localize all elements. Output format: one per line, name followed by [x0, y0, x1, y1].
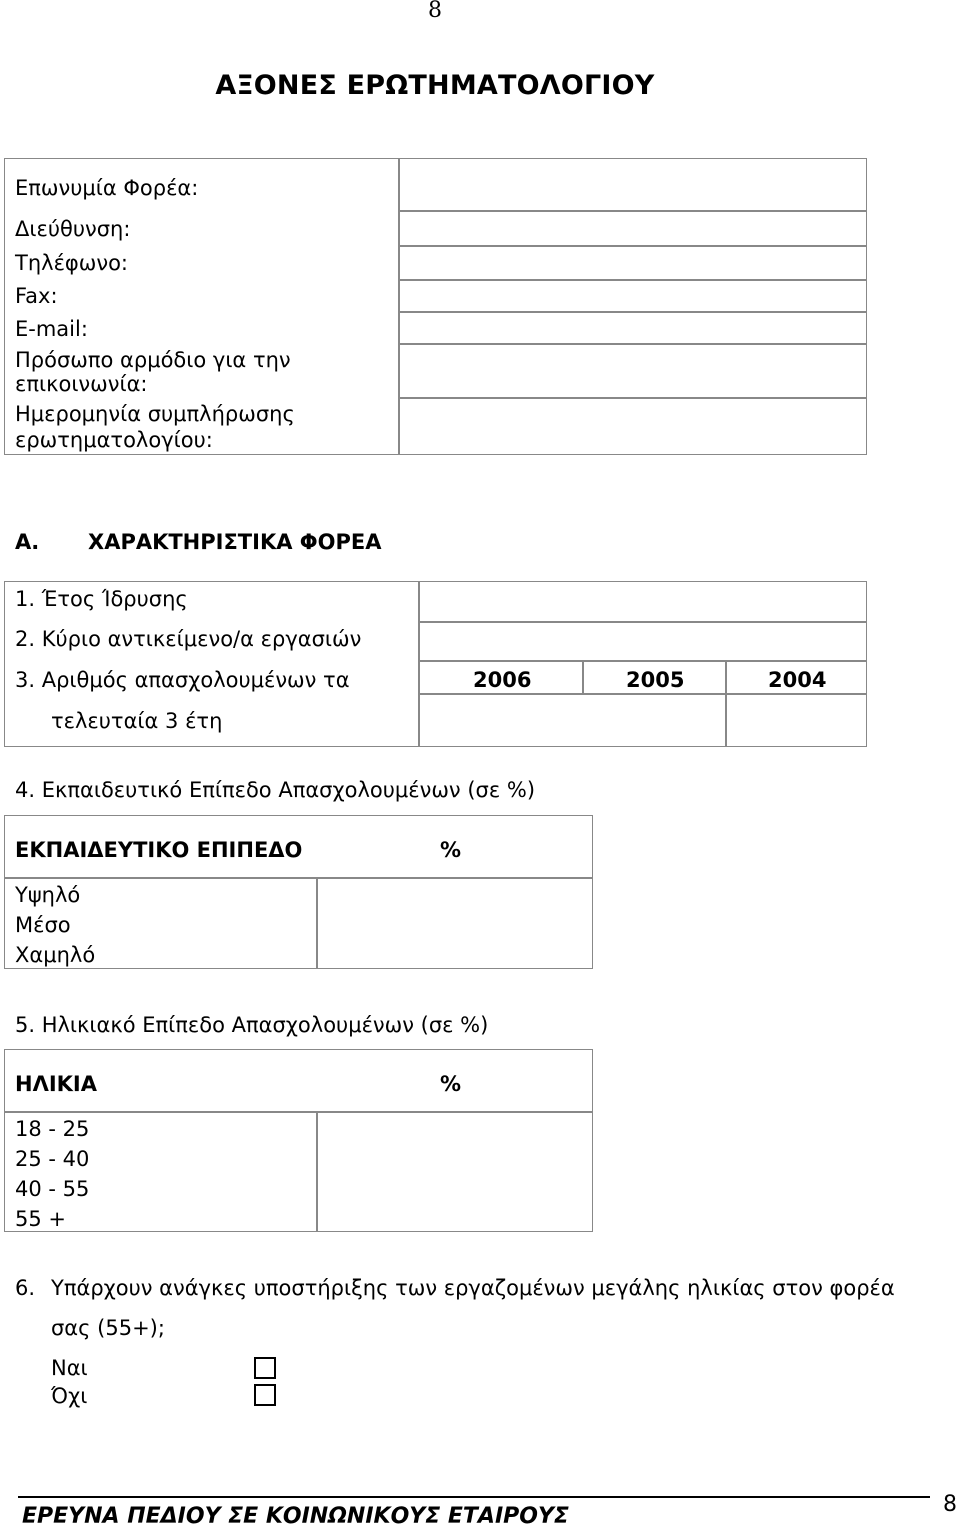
- address-label: Διεύθυνση:: [15, 217, 131, 241]
- email-label: E-mail:: [15, 317, 88, 341]
- date-label-line1: Ημερομηνία συμπλήρωσης: [15, 402, 295, 426]
- q3-label-line1: 3. Αριθμός απασχολουμένων τα: [15, 668, 350, 692]
- date-label-line2: ερωτηματολογίου:: [15, 428, 213, 452]
- contact-field[interactable]: [400, 345, 866, 397]
- date-field[interactable]: [400, 399, 866, 453]
- employees-2004-field[interactable]: [727, 695, 866, 746]
- q3-label-line2: τελευταία 3 έτη: [51, 709, 223, 733]
- year-col-divider: [582, 660, 584, 693]
- main-activity-field[interactable]: [420, 623, 866, 660]
- percent-col-header: %: [440, 838, 462, 862]
- education-row: Υψηλό: [15, 883, 81, 907]
- page-number-bottom: 8: [943, 1492, 957, 1517]
- age-row: 25 - 40: [15, 1147, 90, 1171]
- section-a-letter: Α.: [15, 530, 40, 554]
- email-field[interactable]: [400, 313, 866, 343]
- age-row: 40 - 55: [15, 1177, 90, 1201]
- phone-label: Τηλέφωνο:: [15, 251, 129, 275]
- org-name-label: Επωνυμία Φορέα:: [15, 176, 199, 200]
- page-title: ΑΞΟΝΕΣ ΕΡΩΤΗΜΑΤΟΛΟΓΙΟΥ: [215, 70, 655, 101]
- no-label: Όχι: [51, 1384, 88, 1408]
- year-2006: 2006: [473, 668, 532, 692]
- percent-col-header: %: [440, 1072, 462, 1096]
- row-divider: [418, 660, 867, 662]
- age-col-header: ΗΛΙΚΙΑ: [15, 1072, 97, 1096]
- q4-label: 4. Εκπαιδευτικό Επίπεδο Απασχολουμένων (σε %): [15, 778, 536, 802]
- employees-field[interactable]: [420, 695, 725, 746]
- year-2005: 2005: [626, 668, 685, 692]
- age-row: 55 +: [15, 1207, 66, 1231]
- address-field[interactable]: [400, 212, 866, 245]
- fax-label: Fax:: [15, 284, 58, 308]
- no-checkbox[interactable]: [254, 1384, 276, 1406]
- section-a-heading: ΧΑΡΑΚΤΗΡΙΣΤΙΚΑ ΦΟΡΕΑ: [88, 530, 382, 554]
- education-row: Χαμηλό: [15, 943, 96, 967]
- q1-label: 1. Έτος Ίδρυσης: [15, 587, 188, 611]
- yes-label: Ναι: [51, 1356, 88, 1380]
- footer-rule: [18, 1496, 930, 1498]
- age-row: 18 - 25: [15, 1117, 90, 1141]
- year-2004: 2004: [768, 668, 827, 692]
- education-row: Μέσο: [15, 913, 71, 937]
- q6-number: 6.: [15, 1276, 36, 1300]
- q5-label: 5. Ηλικιακό Επίπεδο Απασχολουμένων (σε %): [15, 1013, 489, 1037]
- education-col-header: ΕΚΠΑΙΔΕΥΤΙΚΟ ΕΠΙΠΕΔΟ: [15, 838, 303, 862]
- yes-checkbox[interactable]: [254, 1357, 276, 1379]
- phone-field[interactable]: [400, 247, 866, 279]
- contact-label-line1: Πρόσωπο αρμόδιο για την: [15, 348, 291, 372]
- fax-field[interactable]: [400, 281, 866, 311]
- education-percent-field[interactable]: [318, 879, 592, 968]
- footer-text: ΕΡΕΥΝΑ ΠΕΔΙΟΥ ΣΕ ΚΟΙΝΩΝΙΚΟΥΣ ΕΤΑΙΡΟΥΣ: [22, 1504, 569, 1529]
- contact-label-line2: επικοινωνία:: [15, 372, 148, 396]
- q2-label: 2. Κύριο αντικείμενο/α εργασιών: [15, 627, 362, 651]
- q6-question-line1: Υπάρχουν ανάγκες υποστήριξης των εργαζομένων μεγάλης ηλικίας στον φορέα: [51, 1276, 895, 1300]
- org-name-field[interactable]: [400, 160, 866, 210]
- q6-question-line2: σας (55+);: [51, 1316, 165, 1340]
- founding-year-field[interactable]: [420, 583, 866, 621]
- page-number-top: 8: [428, 0, 442, 23]
- age-percent-field[interactable]: [318, 1113, 592, 1231]
